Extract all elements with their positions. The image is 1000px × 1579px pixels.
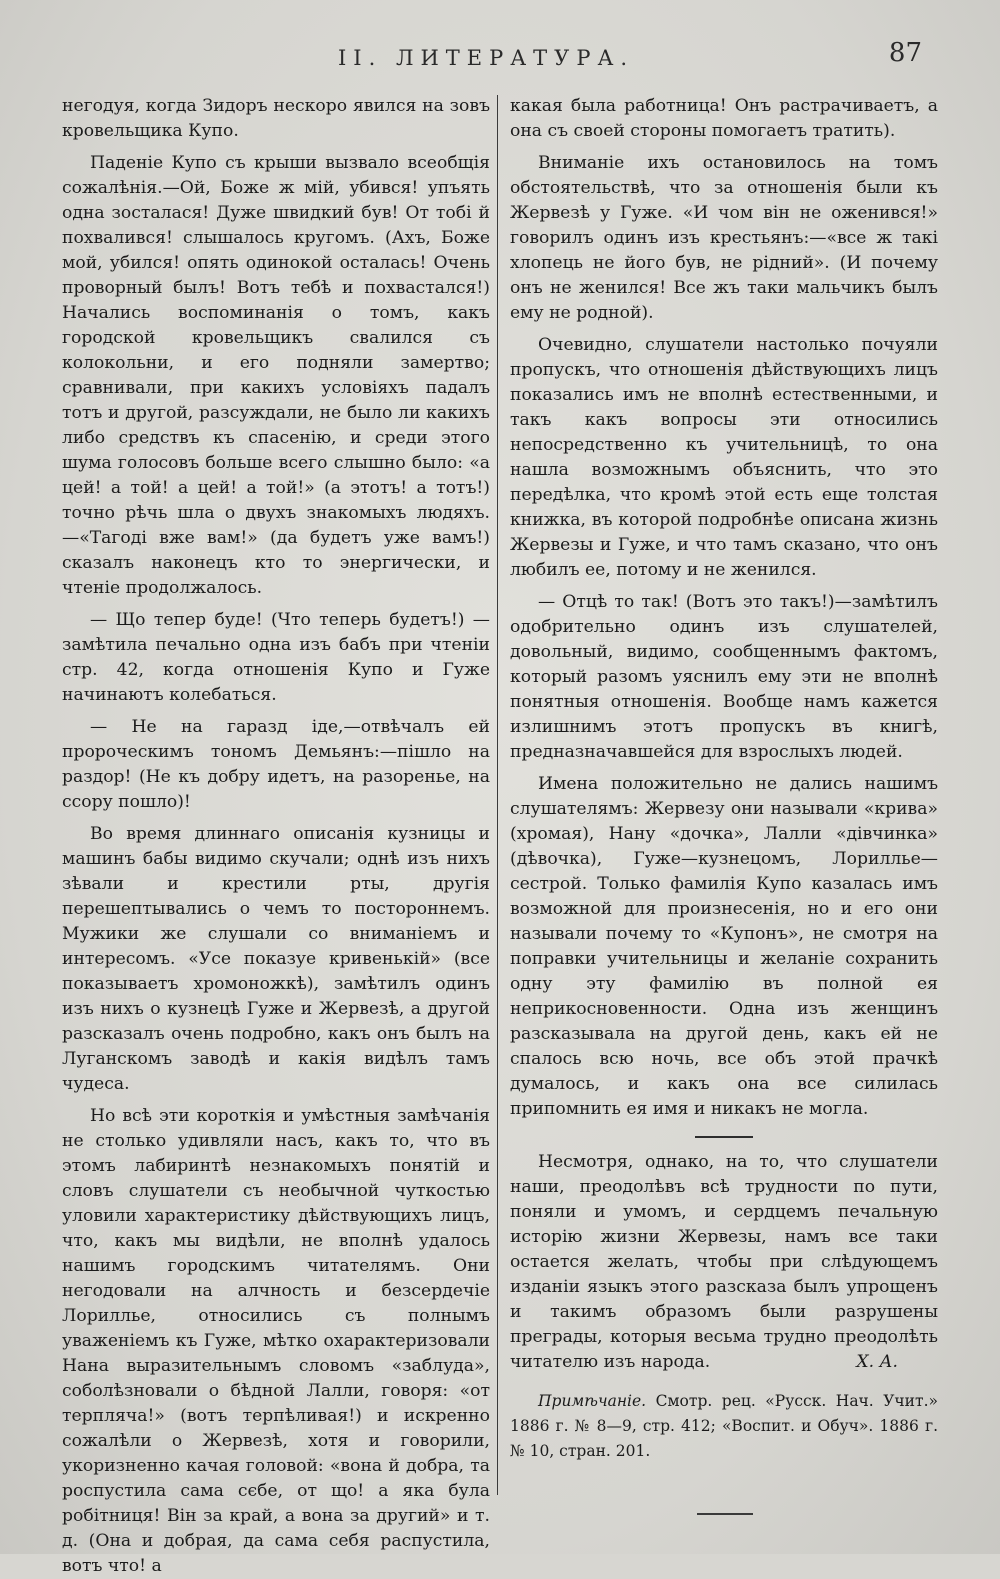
running-head	[0, 38, 1000, 78]
paragraph: Но всѣ эти короткія и умѣстныя замѣчанія не столько удивляли насъ, какъ то, что въ этомъ лабиринтѣ незнакомыхъ понятій и словъ слушатели съ необычной чуткостью уловили характеристику дѣйствующихъ лицъ, что, какъ мы видѣли, не вполнѣ удалось нашимъ городскимъ читателямъ. Они негодовали на алчность и безсердечіе Лориллье, относились съ полнымъ уваженіемъ къ Гуже, мѣтко охарактеризовали Нана выразительнымъ словомъ «заблуда», соболѣзновали о бѣдной Лалли, говоря: «от терпляча!» (вотъ терпѣливая!) и искренно сожалѣли о Жервезѣ, хотя и говорили, укоризненно качая головой: «вона й добра, та роспустила сама сєбе, от що! а яка була робітниця! Він за край, а вона за другий» и т. д. (Она и добрая, да сама себя распустила, вотъ что! а	[62, 1106, 490, 1576]
page-number: 87	[888, 38, 922, 68]
column-divider	[497, 95, 498, 1495]
footnote-label: Примѣчаніе.	[538, 1392, 647, 1410]
paragraph: Вниманіе ихъ остановилось на томъ обстоятельствѣ, что за отношенія были къ Жервезѣ у Гуже. «И чом він не оженився!» говорилъ одинъ изъ крестьянъ:—«все ж такі хлопець не його був, не рідний». (И почему онъ не женился! Все жъ таки мальчикъ былъ ему не родной).	[510, 153, 938, 323]
end-rule	[697, 1513, 753, 1515]
paragraph: — Отцѣ то так! (Вотъ это такъ!)—замѣтилъ одобрительно одинъ изъ слушателей, довольный, видимо, сообщеннымъ фактомъ, который разомъ уяснилъ ему эти не вполнѣ понятныя отношенія. Вообще намъ кажется излишнимъ этотъ пропускъ въ книгѣ, предназначавшейся для взрослыхъ людей.	[510, 592, 938, 762]
paragraph: Во время длиннаго описанія кузницы и машинъ бабы видимо скучали; однѣ изъ нихъ зѣвали и крестили рты, другія перешептывались о чемъ то постороннемъ. Мужики же слушали со вниманіемъ и интересомъ. «Усе показуе кривенькій» (все показываетъ хромоножкѣ), замѣтилъ одинъ изъ нихъ о кузнецѣ Гуже и Жервезѣ, а другой разсказалъ очень подробно, какъ онъ былъ на Луганскомъ заводѣ и какія видѣлъ тамъ чудеса.	[62, 824, 490, 1094]
paragraph: — Що тепер буде! (Что теперь будетъ!) —замѣтила печально одна изъ бабъ при чтеніи стр. 42, когда отношенія Купо и Гуже начинаютъ колебаться.	[62, 610, 490, 705]
paragraph: Паденіе Купо съ крыши вызвало всеобщія сожалѣнія.—Ой, Боже ж мій, убився! упъять одна зосталася! Дуже швидкий був! От тобі й похвалився! слышалось кругомъ. (Ахъ, Боже мой, убился! опять одинокой осталась! Очень проворный былъ! Вотъ тебѣ и похвастался!) Начались воспоминанія о томъ, какъ городской кровельщикъ свалился съ колокольни, и его подняли замертво; сравнивали, при какихъ условіяхъ падалъ тотъ и другой, разсуждали, не было ли какихъ либо средствъ къ спасенію, и среди этого шума голосовъ больше всего слышно было: «а цей! а той! а цей! а той!» (а этотъ! а тотъ!) точно рѣчь шла о двухъ знакомыхъ людяхъ.—«Тагоді вже вам!» (да будетъ уже вамъ!) сказалъ наконецъ кто то энергически, и чтеніе продолжалось.	[62, 153, 490, 598]
footnote-text: Смотр. рец. «Русск. Нач. Учит.» 1886 г. № 8—9, стр. 412; «Воспит. и Обуч». 1886 г. № 10, стран. 201.	[510, 1392, 939, 1460]
paragraph: Очевидно, слушатели настолько почуяли пропускъ, что отношенія дѣйствующихъ лицъ показались имъ не вполнѣ естественными, и такъ какъ вопросы эти относились непосредственно къ учительницѣ, то она нашла возможнымъ объяснить, что это передѣлка, что кромѣ этой есть еще толстая книжка, въ которой подробнѣе описана жизнь Жервезы и Гуже, и что тамъ сказано, что онъ любилъ ее, потому и не женился.	[510, 335, 938, 580]
closing-paragraph	[510, 1150, 938, 1375]
footnote	[510, 1389, 938, 1464]
section-title: II. ЛИТЕРАТУРА.	[338, 46, 635, 70]
paragraph: какая была работница! Онъ растрачиваетъ, а она съ своей стороны помогаетъ тратить).	[510, 96, 938, 141]
paragraph: негодуя, когда Зидоръ нескоро явился на зовъ кровельщика Купо.	[62, 96, 490, 141]
author-signature: X. А.	[856, 1352, 898, 1372]
left-column	[62, 94, 490, 1579]
paragraph: Имена положительно не дались нашимъ слушателямъ: Жервезу они называли «крива» (хромая), Нану «дочка», Лалли «дівчинка» (дѣвочка), Гуже—кузнецомъ, Лориллье—сестрой. Только фамилія Купо казалась имъ возможной для произнесенія, но и его они называли почему то «Купонъ», не смотря на поправки учительницы и желаніе сохранить одну эту фамилію въ полной ея неприкосновенности. Одна изъ женщинъ разсказывала на другой день, какъ ей не спалось всю ночь, все объ этой прачкѣ думалось, и какъ она все силилась припомнить ея имя и никакъ не могла.	[510, 774, 938, 1119]
section-divider	[695, 1136, 753, 1138]
right-column	[510, 94, 938, 1480]
paragraph: — Не на гаразд іде,—отвѣчалъ ей пророческимъ тономъ Демьянъ:—пішло на раздор! (Не къ добру идетъ, на разоренье, на ссору пошло)!	[62, 717, 490, 812]
closing-paragraph-text: Несмотря, однако, на то, что слушатели наши, преодолѣвъ всѣ трудности по пути, поняли и умомъ, и сердцемъ печальную исторію жизни Жервезы, намъ все таки остается желать, чтобы при слѣдующемъ изданіи языкъ этого разсказа былъ упрощенъ и такимъ образомъ были разрушены преграды, которыя весьма трудно преодолѣть читателю изъ народа.	[510, 1152, 938, 1372]
